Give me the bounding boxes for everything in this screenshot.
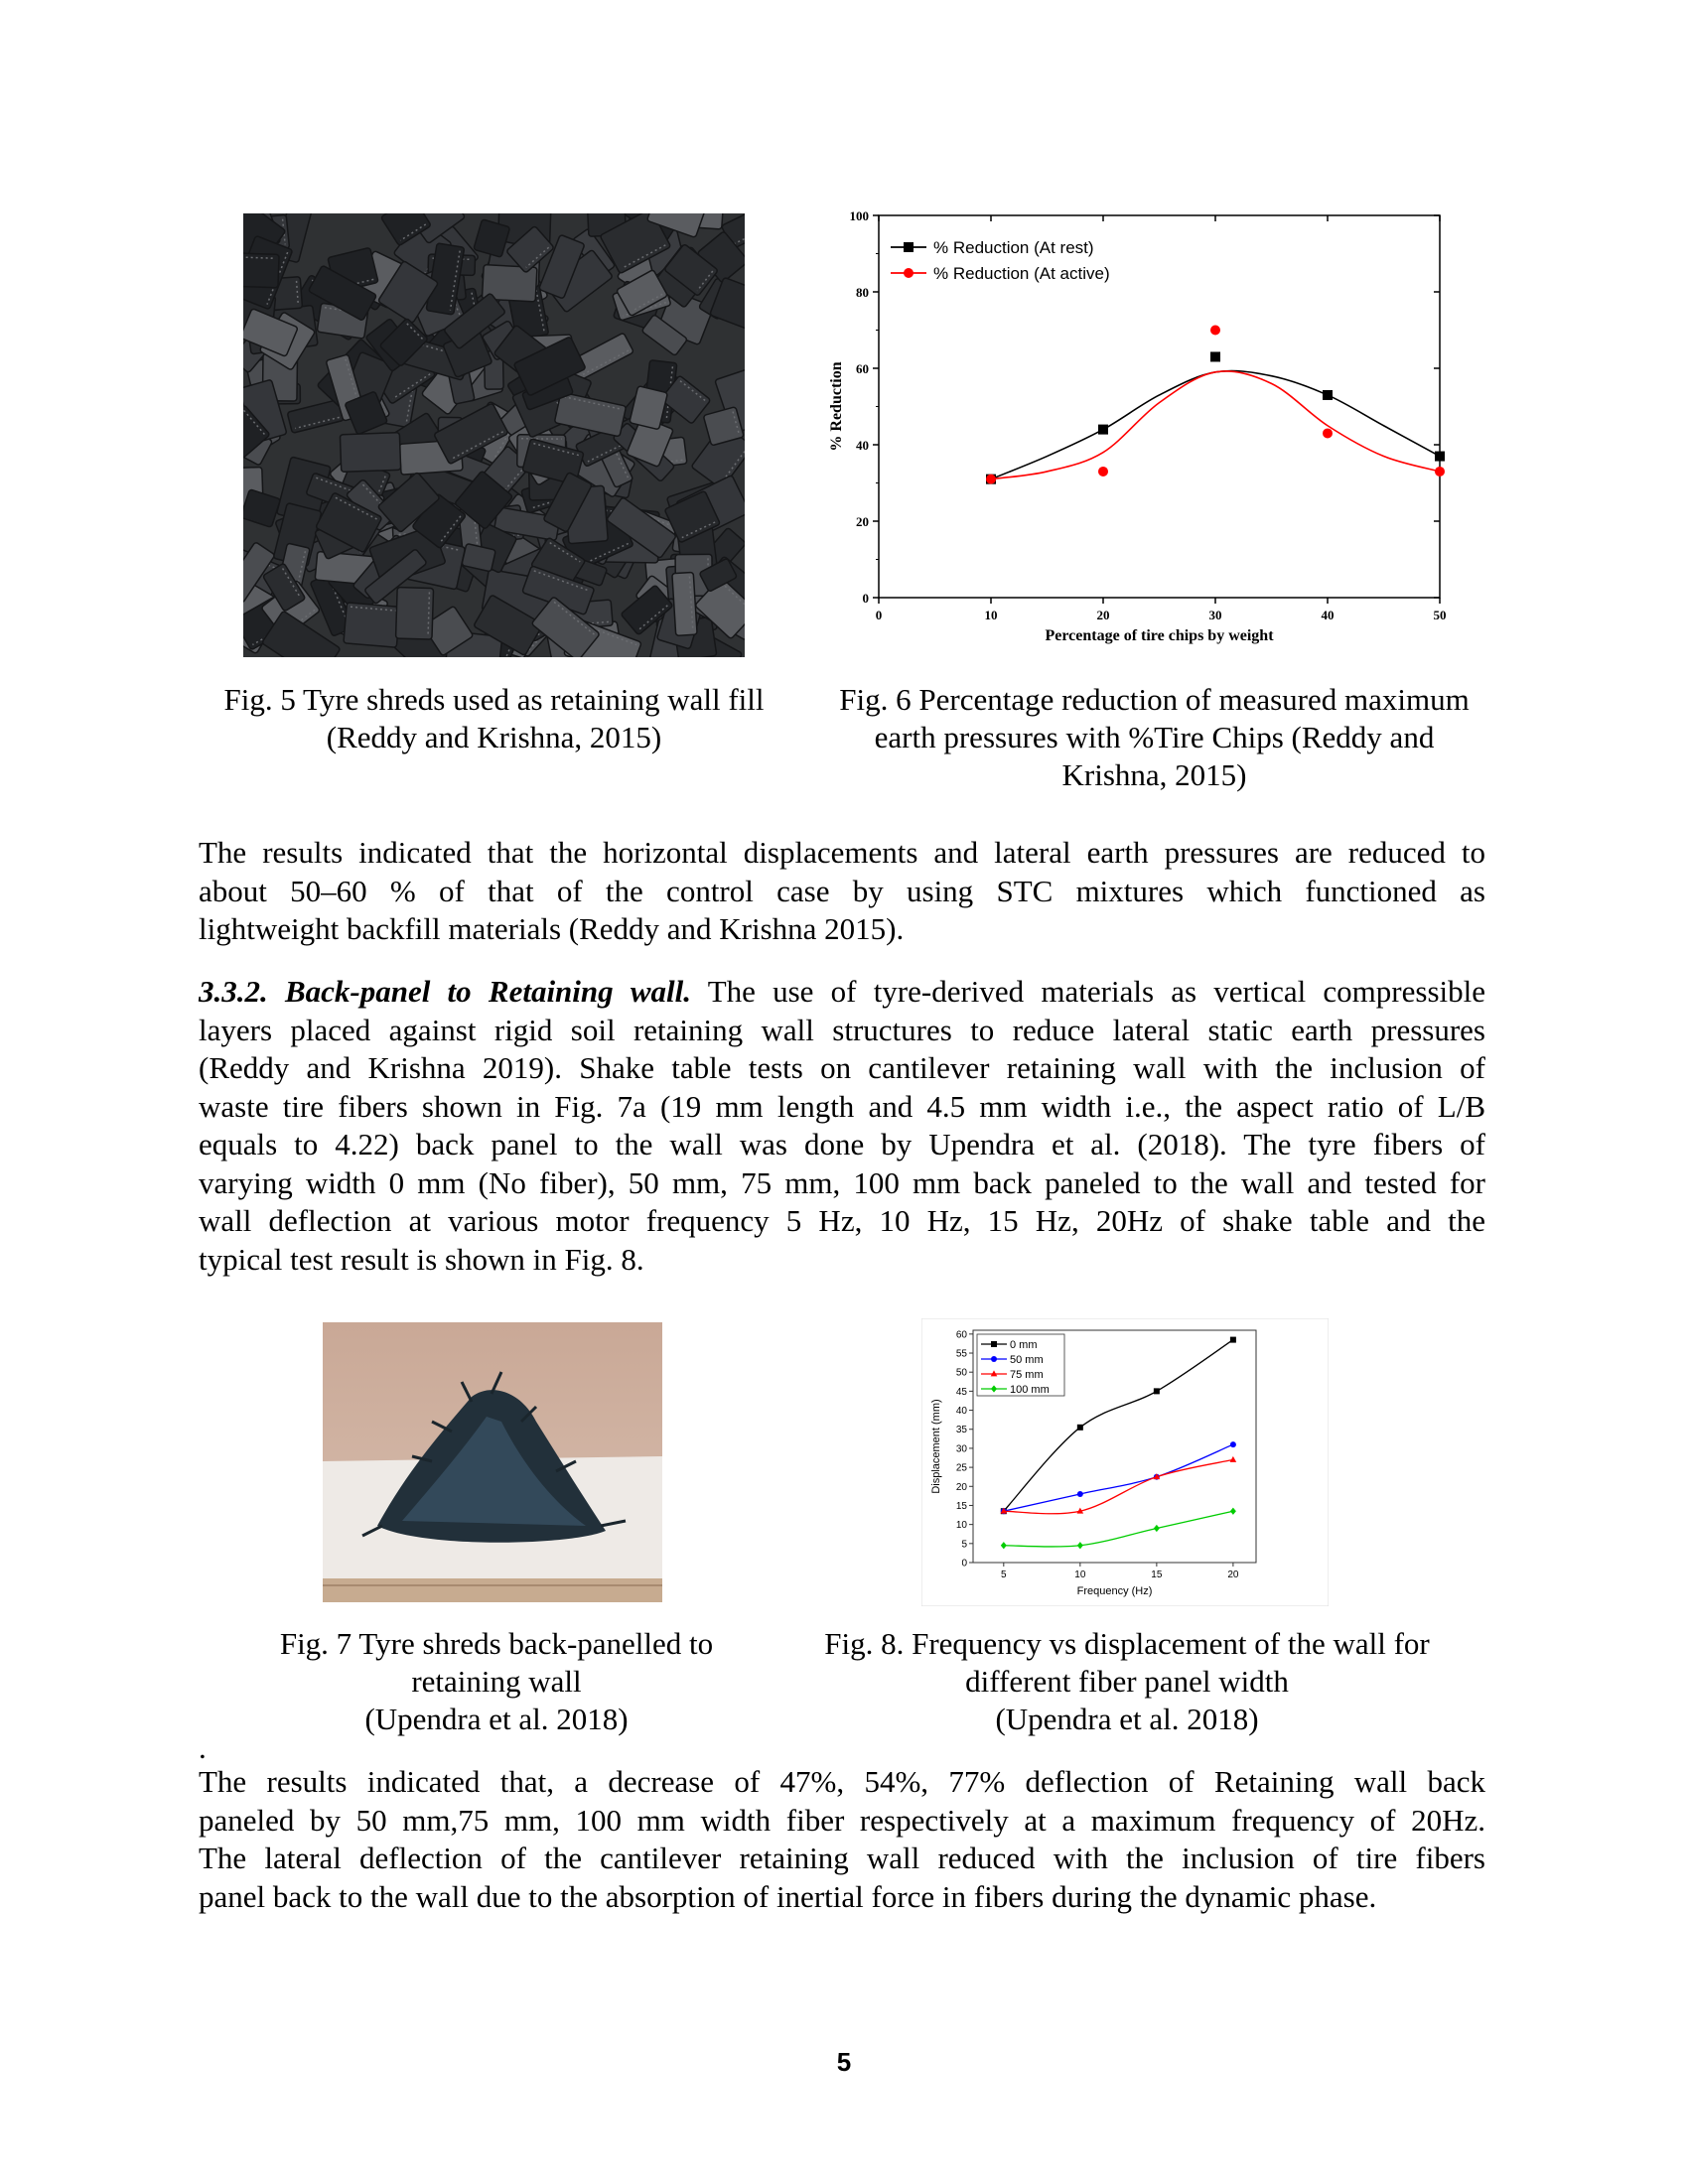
y-tick-label: 60 — [955, 1329, 967, 1341]
y-tick-label: 20 — [856, 514, 869, 529]
section-back-panel — [199, 973, 1485, 1279]
fig7-caption-line1: Fig. 7 Tyre shreds back-panelled to — [279, 1626, 714, 1661]
legend-label: % Reduction (At rest) — [933, 238, 1094, 257]
y-tick-label: 0 — [862, 591, 869, 606]
section-line: (Reddy and Krishna 2019). Shake table tests on cantilever retaining wall with the inclusion of — [199, 1050, 1485, 1085]
para2-line: The results indicated that, a decrease of 47%, 54%, 77% deflection of Retaining wall back — [199, 1764, 1485, 1799]
legend-marker — [904, 268, 914, 278]
para2-line: panel back to the wall due to the absorption of inertial force in fibers during the dynamic phase. — [199, 1878, 1377, 1914]
section-line: varying width 0 mm (No fiber), 50 mm, 75 mm, 100 mm back paneled to the wall and tested for — [199, 1164, 1485, 1200]
section-line: typical test result is shown in Fig. 8. — [199, 1241, 644, 1277]
data-point — [986, 475, 996, 484]
data-point — [1077, 1425, 1083, 1431]
fig5-caption-line2: (Reddy and Krishna, 2015) — [326, 720, 662, 754]
y-tick-label: 40 — [955, 1406, 967, 1418]
y-axis-label: Displacement (mm) — [930, 1399, 942, 1494]
x-tick-label: 40 — [1321, 608, 1335, 622]
y-tick-label: 50 — [955, 1367, 967, 1379]
y-tick-label: 0 — [961, 1558, 967, 1570]
para1-line: The results indicated that the horizontal displacements and lateral earth pressures are reduced to — [199, 835, 1485, 870]
fig6-caption-line2: earth pressures with %Tire Chips (Reddy and — [874, 720, 1435, 754]
fig5-photo — [243, 213, 745, 657]
data-point — [1323, 428, 1333, 438]
stray-dot: . — [199, 1730, 207, 1765]
y-tick-label: 80 — [856, 285, 869, 300]
section-first-line-rest: The use of tyre-derived materials as vertical compressible — [691, 974, 1485, 1009]
para2-line: paneled by 50 mm,75 mm, 100 mm width fiber respectively at a maximum frequency of 20Hz. — [199, 1802, 1485, 1838]
y-tick-label: 35 — [955, 1425, 967, 1436]
fig7-photo — [323, 1322, 662, 1602]
tyre-chip — [340, 433, 400, 473]
legend-label: 75 mm — [1010, 1369, 1044, 1381]
data-point — [1077, 1491, 1083, 1497]
fig8-caption-line1: Fig. 8. Frequency vs displacement of the wall for — [824, 1626, 1430, 1661]
fig6-svg — [824, 204, 1470, 660]
section-heading: 3.3.2. Back-panel to Retaining wall. — [199, 974, 692, 1009]
x-tick-label: 10 — [984, 608, 998, 622]
y-axis-label: % Reduction — [828, 361, 845, 452]
x-tick-label: 5 — [1001, 1570, 1007, 1580]
para1-line: lightweight backfill materials (Reddy and Krishna 2015). — [199, 911, 905, 946]
data-point — [1210, 351, 1220, 361]
y-tick-label: 25 — [955, 1462, 967, 1474]
y-tick-label: 55 — [955, 1348, 967, 1360]
page-number: 5 — [836, 2047, 852, 2077]
x-tick-label: 0 — [875, 608, 883, 622]
fig6-caption-line1: Fig. 6 Percentage reduction of measured maximum — [839, 682, 1470, 717]
fig7-caption-line2: retaining wall — [411, 1664, 582, 1699]
legend-label: 50 mm — [1010, 1354, 1044, 1366]
data-point — [1230, 1441, 1236, 1447]
y-tick-label: 40 — [856, 438, 869, 453]
section-line: waste tire fibers shown in Fig. 7a (19 mm length and 4.5 mm width i.e., the aspect ratio of L/B — [199, 1088, 1485, 1124]
paragraph-results-1 — [199, 834, 1485, 949]
legend-marker — [904, 242, 914, 252]
x-tick-label: 20 — [1227, 1570, 1239, 1580]
fit-curve — [991, 371, 1440, 479]
y-tick-label: 100 — [849, 208, 869, 223]
y-tick-label: 60 — [856, 361, 869, 376]
data-point — [1098, 467, 1108, 477]
tyre-chip — [243, 489, 281, 528]
tyre-chip — [554, 392, 626, 437]
legend-marker — [991, 1341, 997, 1347]
y-tick-label: 20 — [955, 1481, 967, 1493]
fig8-caption-line3: (Upendra et al. 2018) — [995, 1702, 1259, 1736]
legend-label: % Reduction (At active) — [933, 264, 1110, 283]
y-tick-label: 5 — [961, 1539, 967, 1551]
fit-curve — [991, 371, 1440, 479]
paragraph-results-2 — [199, 1763, 1485, 1916]
para1-line: about 50–60 % of that of the control case by using STC mixtures which functioned as — [199, 873, 1485, 908]
x-axis-label: Frequency (Hz) — [1076, 1585, 1153, 1597]
y-tick-label: 30 — [955, 1443, 967, 1455]
legend-label: 100 mm — [1010, 1384, 1050, 1396]
section-line: equals to 4.22) back panel to the wall was done by Upendra et al. (2018). The tyre fibers of — [199, 1127, 1485, 1161]
data-point — [1435, 452, 1445, 462]
fig6-caption-line3: Krishna, 2015) — [1061, 757, 1247, 792]
legend-label: 0 mm — [1010, 1339, 1038, 1351]
data-point — [1098, 425, 1108, 435]
data-point — [1154, 1388, 1160, 1394]
section-line: wall deflection at various motor frequency 5 Hz, 10 Hz, 15 Hz, 20Hz of shake table and the — [199, 1203, 1485, 1238]
legend-marker — [991, 1356, 997, 1362]
x-tick-label: 50 — [1433, 608, 1447, 622]
fig6-chart — [824, 204, 1470, 660]
fig8-chart — [921, 1318, 1329, 1606]
section-first-line — [199, 973, 1485, 1012]
fig5-caption-line1: Fig. 5 Tyre shreds used as retaining wall fill — [223, 682, 765, 717]
fig8-svg — [921, 1318, 1329, 1606]
data-point — [1435, 467, 1445, 477]
x-tick-label: 10 — [1074, 1570, 1086, 1580]
fig7-caption-line3: (Upendra et al. 2018) — [364, 1702, 629, 1736]
x-axis-label: Percentage of tire chips by weight — [1045, 627, 1274, 644]
x-tick-label: 30 — [1208, 608, 1222, 622]
fiber-pile-image — [323, 1322, 662, 1602]
fig8-caption-line2: different fiber panel width — [965, 1664, 1289, 1699]
x-tick-label: 20 — [1096, 608, 1110, 622]
y-tick-label: 45 — [955, 1386, 967, 1398]
fig7-caption — [238, 1625, 755, 1738]
tyre-chip — [396, 588, 434, 640]
y-tick-label: 10 — [955, 1520, 967, 1532]
data-point — [1210, 326, 1220, 336]
tyre-shreds-image — [243, 213, 745, 657]
data-point — [1323, 390, 1333, 400]
x-tick-label: 15 — [1151, 1570, 1163, 1580]
para2-line: The lateral deflection of the cantilever retaining wall reduced with the inclusion of tire fibers — [199, 1841, 1485, 1875]
fig5-caption — [199, 681, 789, 756]
fig8-caption — [784, 1625, 1470, 1738]
fig6-caption — [809, 681, 1499, 794]
data-point — [1230, 1337, 1236, 1343]
section-line: layers placed against rigid soil retaining wall structures to reduce lateral static earth pressures — [199, 1012, 1485, 1047]
y-tick-label: 15 — [955, 1500, 967, 1512]
